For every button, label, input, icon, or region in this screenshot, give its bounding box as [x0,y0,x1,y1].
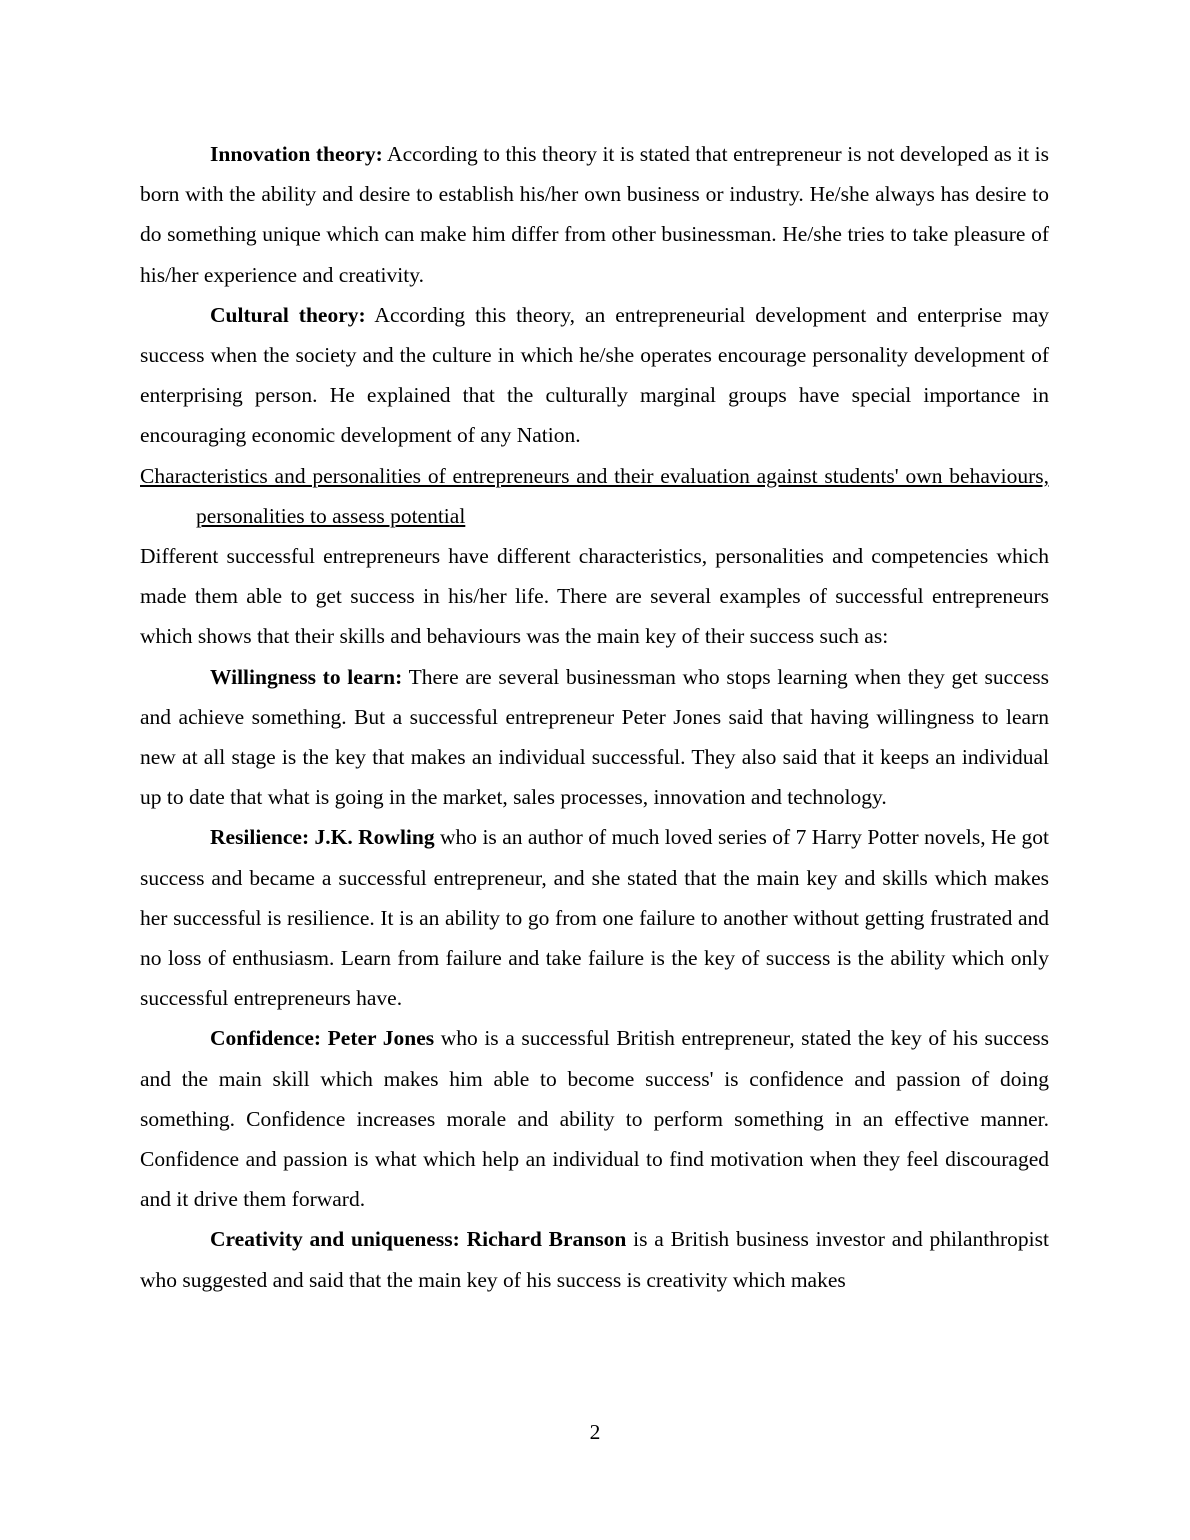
paragraph-text: who is a successful British entrepreneur, stated the key of his success and the main skill which makes him able to become success' is confidence and passion of doing something. Confidence increases morale and ability to perform something in an effective manner. Confidence and passion is what which help an individual to find motivation when they feel discouraged and it drive them forward. [140,1026,1050,1212]
page-number: 2 [589,1420,601,1444]
paragraph-confidence [140,1018,1049,1219]
term-resilience: Resilience: J.K. Rowling [210,825,435,850]
paragraph-text: who is an author of much loved series of 7 Harry Potter novels, He got success and became a successful entrepreneur, and she stated that the main key and skills which makes her successful is resilience. It is an ability to go from one failure to another without getting frustrated and no loss of enthusiasm. Learn from failure and take failure is the key of success is the ability which only successful entrepreneurs have. [140,825,1049,1011]
term-willingness-to-learn: Willingness to learn: [210,664,403,689]
paragraph-willingness-to-learn [140,657,1049,818]
term-confidence: Confidence: Peter Jones [210,1026,435,1051]
term-cultural-theory: Cultural theory: [210,302,366,327]
paragraph-creativity [140,1219,1049,1299]
paragraph-text: According this theory, an entrepreneurial development and enterprise may success when the society and the culture in which he/she operates encourage personality development of enterprising person. He explained that the culturally marginal groups have special importance in encouraging economic development of any Nation. [140,302,1049,448]
paragraph-innovation-theory [140,134,1049,295]
section-heading: Characteristics and personalities of entrepreneurs and their evaluation against students' own behaviours, personalities to assess potential [140,463,1049,528]
document-body [140,134,1049,1300]
intro-paragraph: Different successful entrepreneurs have different characteristics, personalities and competencies which made them able to get success in his/her life. There are several examples of successful entrepreneurs which shows that their skills and behaviours was the main key of their success such as: [140,544,1049,649]
term-innovation-theory: Innovation theory: [210,142,383,166]
paragraph-resilience [140,817,1049,1018]
paragraph-text: According to this theory it is stated that entrepreneur is not developed as it is born with the ability and desire to establish his/her own business or industry. He/she always has desire to do something unique which can make him differ from other businessman. He/she tries to take pleasure of his/her experience and creativity. [140,142,1050,287]
paragraph-cultural-theory [140,295,1049,456]
paragraph-text: is a British business investor and philanthropist who suggested and said that the main key of his success is creativity which makes [140,1227,1049,1292]
paragraph-text: There are several businessman who stops learning when they get success and achieve something. But a successful entrepreneur Peter Jones said that having willingness to learn new at all stage is the key that makes an individual successful. They also said that it keeps an individual up to date that what is going in the market, sales processes, innovation and technology. [140,664,1049,810]
term-creativity: Creativity and uniqueness: Richard Branson [210,1227,627,1252]
